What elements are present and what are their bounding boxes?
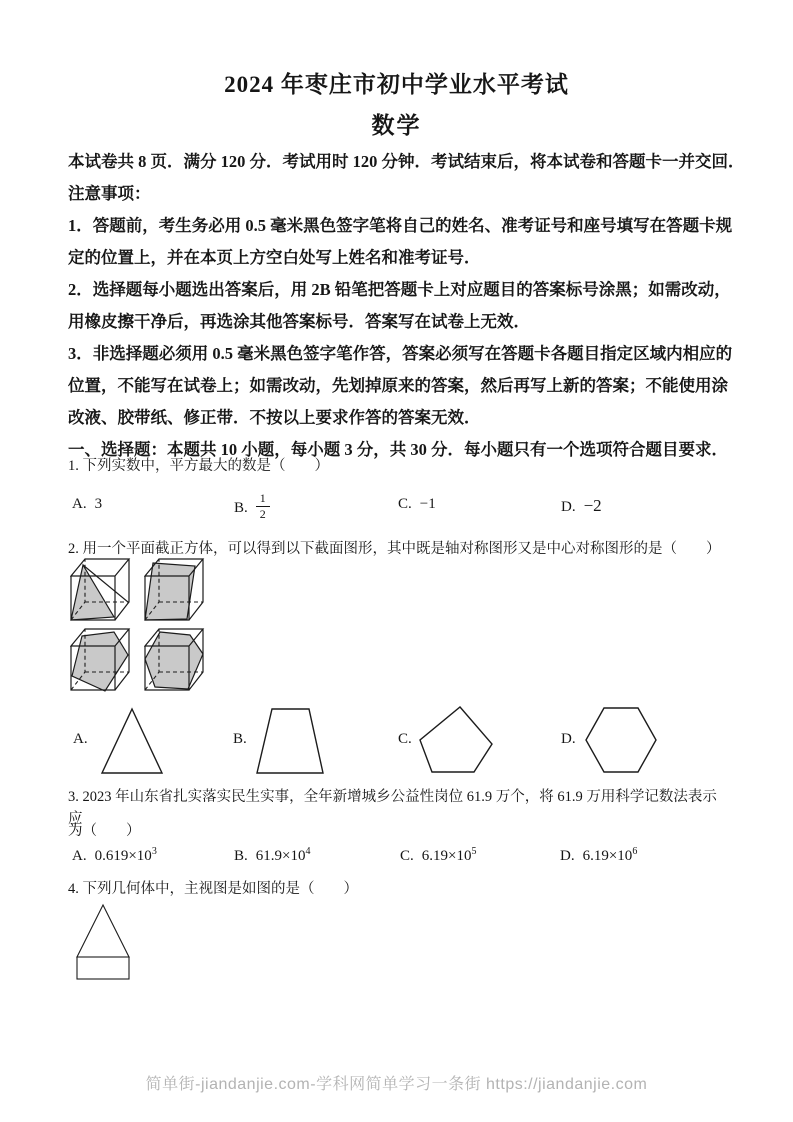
q2-option-a: A. [73, 702, 166, 776]
exam-subject: 数学 [371, 113, 422, 138]
q1-option-c: C. −1 [398, 496, 436, 512]
note-3-line-3: 改液、胶带纸、修正带．不按以上要求作答的答案无效． [68, 408, 481, 427]
question-3-text-line-2: 为（ ） [68, 823, 141, 839]
q2-option-c: C. [398, 702, 494, 776]
q3-option-d: D. $6.19\times 10^6$ [560, 846, 638, 864]
note-2-line-1: 2．选择题每小题选出答案后，用 2B 铅笔把答题卡上对应题目的答案标号涂黑；如需改动， [68, 280, 731, 299]
trapezoid-shape [253, 702, 327, 776]
q1-option-b: B. $\frac{1}{2}$ [234, 496, 270, 521]
hexagon-shape [582, 702, 660, 776]
q2-option-b: B. [233, 702, 327, 776]
cube-quadrilateral-section-figure [144, 558, 208, 624]
exam-instructions-block [68, 146, 745, 466]
question-2-options [68, 702, 728, 782]
note-1-line-1: 1．答题前，考生务必用 0.5 毫米黑色签字笔将自己的姓名、准考证号和座号填写在答题卡规 [68, 216, 733, 235]
exam-title: 2024 年枣庄市初中学业水平考试 [224, 72, 569, 97]
cube-pentagon-section-figure [70, 628, 134, 694]
question-4-text: 4. 下列几何体中，主视图是如图的是（ ） [68, 881, 358, 897]
q1-option-a: A. 3 [72, 496, 103, 512]
pentagon-shape [418, 702, 494, 776]
note-1-line-2: 定的位置上，并在本页上方空白处写上姓名和准考证号． [68, 248, 481, 267]
q2-option-d: D. [561, 702, 660, 776]
note-2-line-2: 用橡皮擦干净后，再选涂其他答案标号．答案写在试卷上无效． [68, 312, 530, 331]
question-1-options [68, 491, 728, 540]
intro-line: 本试卷共 8 页．满分 120 分．考试用时 120 分钟．考试结束后，将本试卷和答题卡一并交回． [68, 152, 745, 171]
note-3-line-2: 位置，不能写在试卷上；如需改动，先划掉原来的答案，然后再写上新的答案；不能使用涂 [68, 376, 728, 395]
fraction-one-half: $\frac{1}{2}$ [256, 492, 270, 521]
q3-option-c: C. $6.19\times 10^5$ [400, 846, 477, 864]
q3-option-a: A. $0.619\times 10^3$ [72, 846, 157, 864]
q1-option-d: D. −2 [561, 496, 602, 515]
triangle-shape [94, 702, 166, 776]
question-4-figure [70, 902, 136, 987]
question-3-text-line-1: 3. 2023 年山东省扎实落实民生实事，全年新增城乡公益性岗位 61.9 万个，将 61.9 万用科学记数法表示应 [68, 789, 717, 827]
cube-hexagon-section-figure [144, 628, 208, 694]
triangle-over-rectangle-figure [70, 902, 136, 982]
question-2-cube-figures [70, 558, 210, 698]
question-2-text: 2. 用一个平面截正方体，可以得到以下截面图形，其中既是轴对称图形又是中心对称图形的是（ ） [68, 541, 721, 557]
site-watermark: 简单街-jiandanjie.com-学科网简单学习一条街 https://jiandanjie.com [145, 1076, 648, 1093]
cube-triangle-section-figure [70, 558, 134, 624]
question-1-text: 1. 下列实数中，平方最大的数是（ ） [68, 458, 329, 474]
section-1-heading: 一、选择题：本题共 10 小题，每小题 3 分，共 30 分．每小题只有一个选项符合题目要求． [68, 440, 728, 459]
q3-option-b: B. $61.9\times 10^4$ [234, 846, 311, 864]
notice-heading: 注意事项： [68, 184, 151, 203]
note-3-line-1: 3．非选择题必须用 0.5 毫米黑色签字笔作答，答案必须写在答题卡各题目指定区域内相应的 [68, 344, 733, 363]
